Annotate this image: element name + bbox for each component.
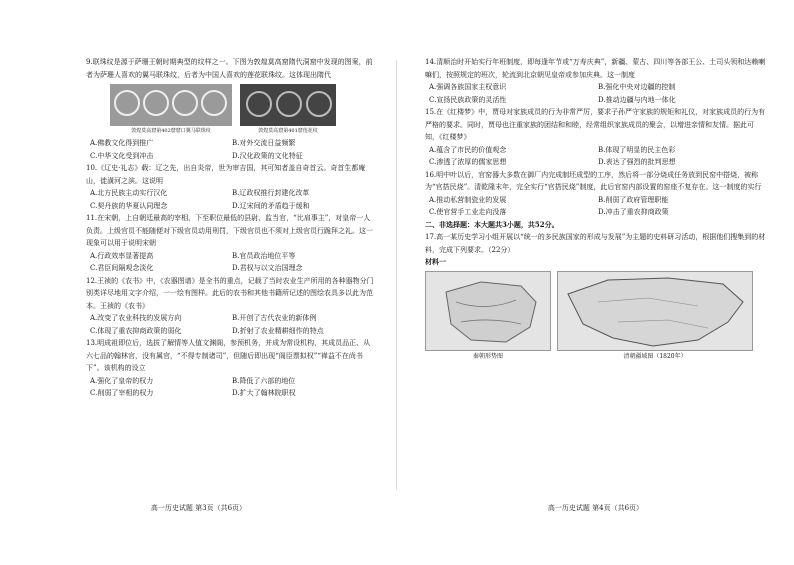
material-label: 材料一 [425, 257, 446, 266]
q11-option-c[interactable]: C.君臣间隔观念淡化 [90, 264, 154, 272]
q14-options [429, 81, 767, 106]
q9-option-c[interactable]: C.中华文化受到冲击 [90, 151, 154, 160]
qing-territory-shape [558, 272, 752, 350]
question-15: 15.在《红楼梦》中，贾母对家族成员的行为非常严厉，要求子孙严守家族的规矩和礼仪，对家族成员的行为有严格的要求。同时，贾母也注重家族的团结和和睦，经常组织家族成员的聚会，以增进亲情和友情。据此可知，《红楼梦》 [425, 108, 766, 141]
q12-option-d[interactable]: D.折射了农业精耕细作的特点 [232, 326, 324, 335]
caption-401: 敦煌莫高窟第401窟莲花纹 [258, 128, 318, 134]
qin-map [425, 271, 551, 351]
figure-winged-horse [110, 84, 232, 135]
page-footer-4: 高一历史试题 第4页（共6页） [547, 504, 644, 512]
q16-option-a[interactable]: A.推动私营制瓷业的发展 [429, 195, 507, 204]
q15-option-d[interactable]: D.表达了强烈的批判思想 [598, 158, 676, 166]
q12-options [90, 312, 374, 337]
q12-option-b[interactable]: B.开创了古代农业的新体例 [232, 314, 317, 322]
q16-option-d[interactable]: D.冲击了重农抑商政策 [598, 208, 669, 216]
lotus-pattern [240, 84, 336, 126]
q15-option-c[interactable]: C.渗透了浓厚的儒家思想 [429, 158, 507, 166]
question-16: 16.明中叶以后，官窑器大多数在御厂内完成制坯成型的工序，然后将一部分烧成任务放到民窑中搭烧，被称为“官搭民烧”。清乾隆末年，完全实行“官搭民烧”制度，此后官窑内部设置的窑座不复存在。这一制度的实行 [425, 170, 762, 191]
pattern-figures [110, 84, 374, 135]
q14-option-a[interactable]: A.强调各族国家主权意识 [429, 83, 507, 91]
q11-option-d[interactable]: D.君权与以文治国理念 [232, 264, 303, 272]
q9-option-a[interactable]: A.佛教文化得到推广 [90, 139, 154, 147]
qing-map [557, 271, 753, 351]
q10-options [90, 187, 374, 212]
q10-option-c[interactable]: C.契丹族的华夏认同理念 [90, 201, 168, 210]
q13-option-b[interactable]: B.降低了六部的地位 [232, 376, 296, 385]
page-footer-3: 高一历史试题 第3页（共6页） [150, 504, 247, 512]
q15-options [429, 144, 767, 169]
question-11: 11.在宋朝，上自朝廷最高的宰相，下至职位最低的县尉、监当官，“比肩事主”，对皇帝一人负责。上级官员不能随便对下级官员动用刑罚，下级官员也不须对上级官员行跪拜之礼。这一现象可以用于说明宋朝 [86, 214, 373, 247]
qin-map-caption: 秦朝形势图 [472, 352, 503, 360]
q9-options [90, 137, 374, 162]
q11-option-a[interactable]: A.行政效率显著提高 [90, 251, 154, 260]
section-heading: 二、非选择题：本大题共3小题，共52分。 [425, 219, 559, 229]
q9-option-b[interactable]: B.对外交流日益频繁 [232, 139, 296, 147]
q16-option-b[interactable]: B.削弱了政府管理职能 [598, 195, 669, 204]
caption-402: 敦煌莫高窟第402窟窟口翼马联珠纹 [131, 128, 211, 134]
q15-option-a[interactable]: A.蕴含了市民的价值观念 [429, 145, 507, 154]
question-9: 9.联珠纹是源于萨珊王朝时期典型的纹样之一。下图为敦煌莫高窟隋代洞窟中发现的图案，前者为萨珊人喜欢的翼马联珠纹，后者为中国人喜欢的莲花联珠纹。这体现出隋代 [86, 58, 373, 79]
question-10: 10.《辽史·礼志》载：辽之先，出自炎帝，世为审吉国，其可知者盖自奇首云。奇首生都庵山，徙潢河之滨。这说明 [86, 164, 366, 185]
q10-option-d[interactable]: D.辽宋间的矛盾趋于缓和 [232, 201, 310, 210]
q14-option-b[interactable]: B.强化中央对边疆的控制 [598, 83, 676, 91]
q13-option-a[interactable]: A.强化了皇帝的权力 [90, 376, 154, 385]
right-page [397, 0, 794, 565]
q10-option-b[interactable]: B.辽政权推行封建化改革 [232, 189, 310, 197]
q12-option-a[interactable]: A.改变了农业科技的发展方向 [90, 314, 182, 322]
map-qin-figure [425, 271, 551, 364]
winged-horse-pattern [110, 84, 232, 126]
map-qing-figure [557, 271, 753, 364]
q13-option-d[interactable]: D.扩大了翰林院职权 [232, 389, 296, 397]
q10-option-a[interactable]: A.北方民族主动实行汉化 [90, 189, 168, 197]
qin-territory-shape [426, 272, 550, 350]
question-17: 17.高一某历史学习小组开展以“统一的多民族国家的形成与发展”为主题的史料研习活动，根据他们搜集到的材料，完成下列要求。（22分） [425, 233, 766, 254]
q11-options [90, 250, 374, 275]
q16-options [429, 194, 767, 219]
q14-option-d[interactable]: D.推动边疆与内地一体化 [598, 95, 676, 104]
q14-option-c[interactable]: C.宣扬民族政策的灵活性 [429, 95, 507, 104]
q9-option-d[interactable]: D.汉化政策的文化特征 [232, 151, 303, 160]
question-14: 14.清顺治时开始实行年班制度，即每逢年节或“万寿庆典”，新疆、蒙古、四川等各部王公、土司头领和达赖喇嘛们，按照规定的班次，轮流到北京朝见皇帝或参加庆典。这一制度 [425, 58, 766, 79]
q11-option-b[interactable]: B.官员政治地位平等 [232, 251, 296, 260]
q12-option-c[interactable]: C.体现了重农抑商政策的弱化 [90, 326, 182, 335]
question-13: 13.明成祖即位后，选拔了解情等人值文渊阁，参预机务，并成为常设机构，其成员品正、从六七品的翰林官，没有属官，“不得专制诸司”，但随后即出现“阁臣票拟权”“禅益不在尚书下”。该机构的设立 [86, 339, 371, 372]
qing-map-caption: 清朝疆域图（1820年） [623, 352, 687, 360]
q16-option-c[interactable]: C.使官营手工业走向没落 [429, 208, 507, 216]
question-12: 12.王祯的《农书》中，《农器图谱》是全书的重点，记载了当时农业生产所用的各种器物分门别类详尽地用文字介绍，一一绘有图样。此后的农书和其他书籍所记述的图绘农具多以此为范本。王祯的《农书》 [86, 276, 374, 310]
q13-options [90, 375, 374, 400]
q17-maps [425, 271, 767, 364]
q15-option-b[interactable]: B.体现了明显的民主色彩 [598, 145, 676, 154]
figure-lotus [240, 84, 336, 135]
q13-option-c[interactable]: C.削弱了宰相的权力 [90, 389, 154, 397]
